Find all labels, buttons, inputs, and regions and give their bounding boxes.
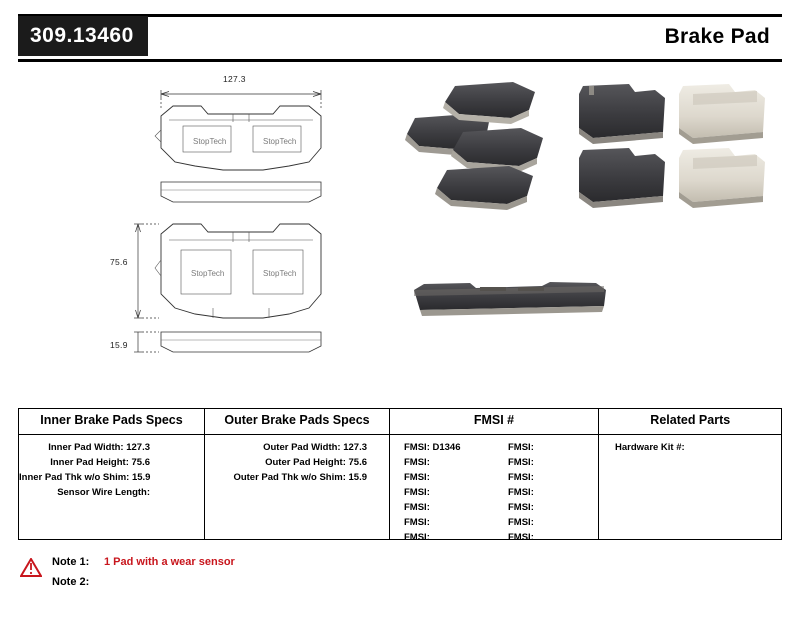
specs-column-related [599, 409, 782, 539]
note-1-value: 1 Pad with a wear sensor [104, 556, 235, 568]
pad-photo-scatter [405, 82, 543, 210]
page-header [18, 14, 782, 62]
pad-edge-view-lower [161, 332, 321, 352]
specs-body-inner [19, 434, 204, 500]
pad-photo-edge-long [410, 278, 610, 328]
drawing-area [18, 62, 782, 392]
pad-front-view-lower [161, 224, 321, 318]
brand-watermark-upper-left: StopTech [193, 137, 227, 146]
spec-inner-height: Inner Pad Height: 75.6 [50, 457, 150, 468]
page-title: Brake Pad [664, 25, 770, 48]
specs-header-inner: Inner Brake Pads Specs [19, 409, 204, 435]
brand-watermark-lower-left: StopTech [191, 269, 225, 278]
pad-edge-view-upper [161, 182, 321, 202]
table-row [390, 530, 598, 545]
note-2-label: Note 2: [52, 576, 90, 588]
table-row [390, 485, 598, 500]
specs-body-outer [205, 434, 389, 485]
fmsi-right-6: FMSI: [508, 517, 534, 528]
warning-icon [20, 558, 42, 577]
specs-table [18, 408, 782, 543]
notes-section [52, 552, 552, 592]
spec-outer-height: Outer Pad Height: 75.6 [265, 457, 367, 468]
pad-photo-grid [579, 84, 765, 208]
table-row [390, 500, 598, 515]
spec-outer-width: Outer Pad Width: 127.3 [263, 442, 367, 453]
brand-watermark-lower-right: StopTech [263, 269, 297, 278]
pad-photo-group-top [393, 80, 773, 270]
note-1-label: Note 1: [52, 556, 90, 568]
part-number-badge: 309.13460 [18, 16, 148, 56]
table-row [390, 470, 598, 485]
dimension-label-width: 127.3 [223, 74, 246, 84]
fmsi-left-4: FMSI: [404, 487, 430, 498]
dimension-label-thickness: 15.9 [110, 340, 128, 350]
dimension-line-thickness [134, 332, 159, 352]
fmsi-left-1: FMSI: D1346 [404, 442, 461, 453]
table-row [390, 455, 598, 470]
specs-header-fmsi: FMSI # [390, 409, 598, 435]
fmsi-right-5: FMSI: [508, 502, 534, 513]
fmsi-right-4: FMSI: [508, 487, 534, 498]
table-row [390, 515, 598, 530]
specs-body-fmsi [390, 434, 598, 545]
fmsi-left-5: FMSI: [404, 502, 430, 513]
fmsi-right-2: FMSI: [508, 457, 534, 468]
table-row [390, 440, 598, 455]
spec-inner-thickness: Inner Pad Thk w/o Shim: 15.9 [19, 472, 151, 483]
specs-body-related [599, 434, 782, 455]
fmsi-left-3: FMSI: [404, 472, 430, 483]
fmsi-left-6: FMSI: [404, 517, 430, 528]
specs-column-outer [205, 409, 390, 539]
spec-outer-thickness: Outer Pad Thk w/o Shim: 15.9 [233, 472, 367, 483]
technical-line-drawings [113, 70, 373, 380]
spec-hardware-kit: Hardware Kit #: [615, 442, 685, 453]
fmsi-right-1: FMSI: [508, 442, 534, 453]
note-row-1 [52, 552, 552, 572]
note-row-2 [52, 572, 552, 592]
spec-inner-width: Inner Pad Width: 127.3 [48, 442, 150, 453]
spec-sensor-wire-length: Sensor Wire Length: [57, 487, 150, 498]
pad-front-view-upper [161, 106, 321, 170]
brand-watermark-upper-right: StopTech [263, 137, 297, 146]
dimension-label-height: 75.6 [110, 257, 128, 267]
specs-header-related: Related Parts [599, 409, 782, 435]
dimension-line-height [134, 224, 159, 318]
fmsi-right-7: FMSI: [508, 532, 534, 543]
fmsi-left-7: FMSI: [404, 532, 430, 543]
specs-column-fmsi [390, 409, 599, 543]
fmsi-right-3: FMSI: [508, 472, 534, 483]
fmsi-left-2: FMSI: [404, 457, 430, 468]
specs-column-inner [19, 409, 205, 539]
specs-header-outer: Outer Brake Pads Specs [205, 409, 389, 435]
